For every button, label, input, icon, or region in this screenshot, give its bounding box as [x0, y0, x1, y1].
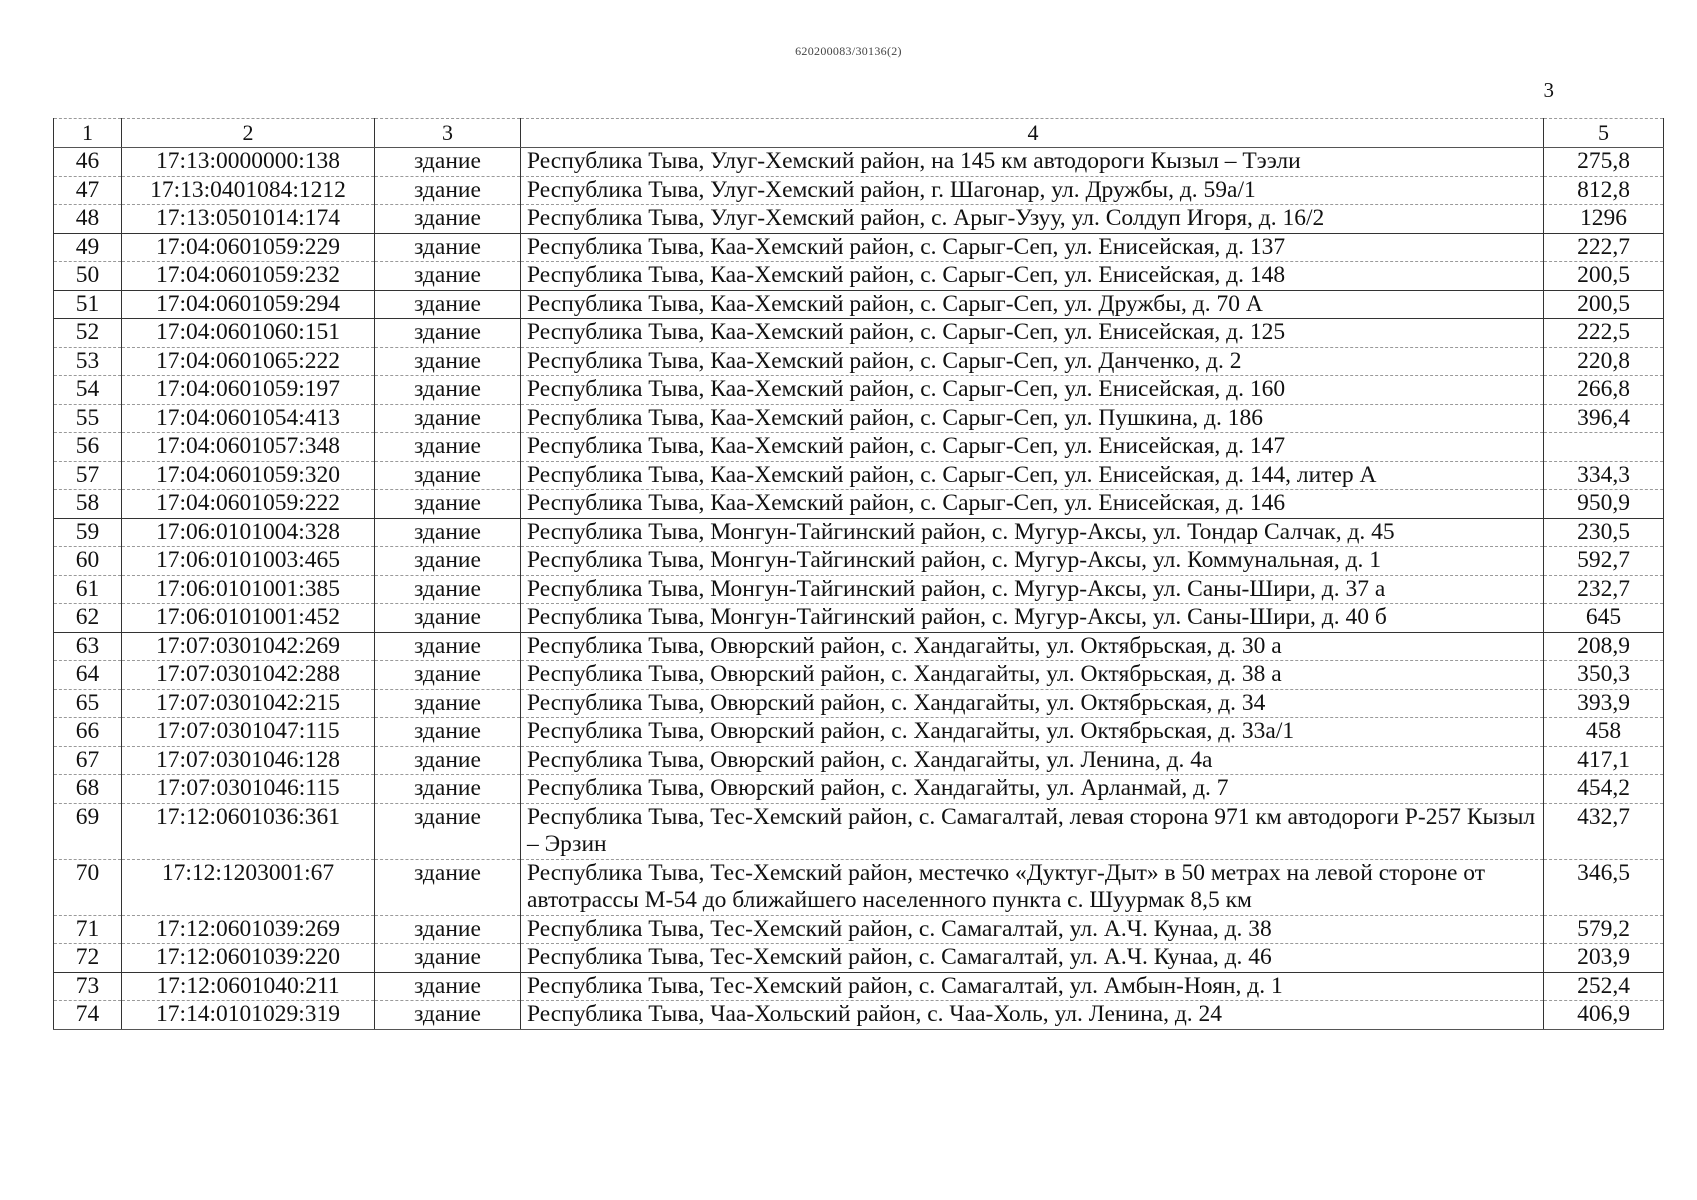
table-row [54, 661, 1664, 690]
object-type: здание [375, 461, 521, 490]
object-type: здание [375, 661, 521, 690]
cadastral-number: 17:07:0301042:269 [122, 632, 375, 661]
address: Республика Тыва, Каа-Хемский район, с. Сарыг-Сеп, ул. Енисейская, д. 148 [521, 262, 1544, 291]
object-type: здание [375, 404, 521, 433]
area-value: 266,8 [1544, 376, 1664, 405]
row-number: 50 [54, 262, 122, 291]
column-header: 1 [54, 119, 122, 148]
row-number: 70 [54, 859, 122, 915]
address: Республика Тыва, Каа-Хемский район, с. Сарыг-Сеп, ул. Енисейская, д. 147 [521, 433, 1544, 462]
row-number: 46 [54, 148, 122, 177]
object-type: здание [375, 205, 521, 234]
address: Республика Тыва, Каа-Хемский район, с. Сарыг-Сеп, ул. Пушкина, д. 186 [521, 404, 1544, 433]
area-value: 950,9 [1544, 490, 1664, 519]
row-number: 64 [54, 661, 122, 690]
row-number: 51 [54, 290, 122, 319]
area-value: 406,9 [1544, 1001, 1664, 1030]
address: Республика Тыва, Овюрский район, с. Хандагайты, ул. Арланмай, д. 7 [521, 775, 1544, 804]
address: Республика Тыва, Овюрский район, с. Хандагайты, ул. Ленина, д. 4а [521, 746, 1544, 775]
cadastral-number: 17:07:0301042:288 [122, 661, 375, 690]
row-number: 57 [54, 461, 122, 490]
table-row [54, 461, 1664, 490]
cadastral-number: 17:04:0601060:151 [122, 319, 375, 348]
row-number: 61 [54, 575, 122, 604]
table-row [54, 404, 1664, 433]
table-row [54, 944, 1664, 973]
table-row [54, 233, 1664, 262]
address: Республика Тыва, Каа-Хемский район, с. Сарыг-Сеп, ул. Енисейская, д. 160 [521, 376, 1544, 405]
table-row [54, 718, 1664, 747]
row-number: 55 [54, 404, 122, 433]
area-value: 200,5 [1544, 290, 1664, 319]
table-body [54, 148, 1664, 1030]
row-number: 62 [54, 604, 122, 633]
area-value: 432,7 [1544, 803, 1664, 859]
row-number: 72 [54, 944, 122, 973]
object-type: здание [375, 148, 521, 177]
row-number: 67 [54, 746, 122, 775]
area-value: 346,5 [1544, 859, 1664, 915]
row-number: 56 [54, 433, 122, 462]
area-value: 232,7 [1544, 575, 1664, 604]
area-value: 458 [1544, 718, 1664, 747]
address: Республика Тыва, Овюрский район, с. Хандагайты, ул. Октябрьская, д. 33а/1 [521, 718, 1544, 747]
object-type: здание [375, 262, 521, 291]
cadastral-number: 17:13:0501014:174 [122, 205, 375, 234]
table-row [54, 859, 1664, 915]
table-row [54, 915, 1664, 944]
address: Республика Тыва, Чаа-Хольский район, с. Чаа-Холь, ул. Ленина, д. 24 [521, 1001, 1544, 1030]
table-row [54, 518, 1664, 547]
row-number: 65 [54, 689, 122, 718]
area-value: 350,3 [1544, 661, 1664, 690]
buildings-table [53, 118, 1664, 1030]
area-value: 579,2 [1544, 915, 1664, 944]
area-value: 220,8 [1544, 347, 1664, 376]
object-type: здание [375, 632, 521, 661]
row-number: 48 [54, 205, 122, 234]
cadastral-number: 17:04:0601059:229 [122, 233, 375, 262]
address: Республика Тыва, Тес-Хемский район, с. Самагалтай, ул. А.Ч. Кунаа, д. 46 [521, 944, 1544, 973]
cadastral-number: 17:04:0601057:348 [122, 433, 375, 462]
cadastral-number: 17:04:0601059:197 [122, 376, 375, 405]
table-row [54, 490, 1664, 519]
area-value: 230,5 [1544, 518, 1664, 547]
area-value: 393,9 [1544, 689, 1664, 718]
cadastral-number: 17:12:0601039:220 [122, 944, 375, 973]
area-value: 592,7 [1544, 547, 1664, 576]
table-row [54, 547, 1664, 576]
row-number: 66 [54, 718, 122, 747]
cadastral-number: 17:06:0101001:385 [122, 575, 375, 604]
row-number: 74 [54, 1001, 122, 1030]
cadastral-number: 17:12:0601040:211 [122, 972, 375, 1001]
object-type: здание [375, 575, 521, 604]
area-value: 454,2 [1544, 775, 1664, 804]
address: Республика Тыва, Каа-Хемский район, с. Сарыг-Сеп, ул. Енисейская, д. 125 [521, 319, 1544, 348]
area-value: 222,5 [1544, 319, 1664, 348]
address: Республика Тыва, Тес-Хемский район, с. Самагалтай, ул. Амбын-Ноян, д. 1 [521, 972, 1544, 1001]
area-value: 334,3 [1544, 461, 1664, 490]
table-row [54, 319, 1664, 348]
object-type: здание [375, 547, 521, 576]
object-type: здание [375, 972, 521, 1001]
table-row [54, 775, 1664, 804]
address: Республика Тыва, Монгун-Тайгинский район, с. Мугур-Аксы, ул. Коммунальная, д. 1 [521, 547, 1544, 576]
page-number: 3 [1543, 78, 1554, 102]
area-value: 275,8 [1544, 148, 1664, 177]
cadastral-number: 17:04:0601059:294 [122, 290, 375, 319]
table-row [54, 262, 1664, 291]
object-type: здание [375, 1001, 521, 1030]
address: Республика Тыва, Улуг-Хемский район, на 145 км автодороги Кызыл – Тээли [521, 148, 1544, 177]
cadastral-number: 17:13:0000000:138 [122, 148, 375, 177]
object-type: здание [375, 290, 521, 319]
area-value: 200,5 [1544, 262, 1664, 291]
area-value: 208,9 [1544, 632, 1664, 661]
area-value: 252,4 [1544, 972, 1664, 1001]
object-type: здание [375, 490, 521, 519]
row-number: 58 [54, 490, 122, 519]
object-type: здание [375, 718, 521, 747]
table-row [54, 376, 1664, 405]
column-header: 5 [1544, 119, 1664, 148]
address: Республика Тыва, Тес-Хемский район, с. Самагалтай, ул. А.Ч. Кунаа, д. 38 [521, 915, 1544, 944]
column-header: 2 [122, 119, 375, 148]
row-number: 52 [54, 319, 122, 348]
row-number: 63 [54, 632, 122, 661]
address: Республика Тыва, Улуг-Хемский район, с. Арыг-Узуу, ул. Солдуп Игоря, д. 16/2 [521, 205, 1544, 234]
row-number: 60 [54, 547, 122, 576]
object-type: здание [375, 433, 521, 462]
cadastral-number: 17:06:0101003:465 [122, 547, 375, 576]
row-number: 54 [54, 376, 122, 405]
address: Республика Тыва, Овюрский район, с. Хандагайты, ул. Октябрьская, д. 38 а [521, 661, 1544, 690]
row-number: 68 [54, 775, 122, 804]
address: Республика Тыва, Овюрский район, с. Хандагайты, ул. Октябрьская, д. 34 [521, 689, 1544, 718]
address: Республика Тыва, Каа-Хемский район, с. Сарыг-Сеп, ул. Данченко, д. 2 [521, 347, 1544, 376]
object-type: здание [375, 347, 521, 376]
table-row [54, 1001, 1664, 1030]
address: Республика Тыва, Монгун-Тайгинский район, с. Мугур-Аксы, ул. Саны-Шири, д. 40 б [521, 604, 1544, 633]
object-type: здание [375, 176, 521, 205]
object-type: здание [375, 233, 521, 262]
cadastral-number: 17:04:0601059:222 [122, 490, 375, 519]
table-row [54, 604, 1664, 633]
area-value: 396,4 [1544, 404, 1664, 433]
cadastral-number: 17:13:0401084:1212 [122, 176, 375, 205]
table-row [54, 433, 1664, 462]
row-number: 53 [54, 347, 122, 376]
area-value: 645 [1544, 604, 1664, 633]
area-value: 812,8 [1544, 176, 1664, 205]
table-row [54, 347, 1664, 376]
table-row [54, 632, 1664, 661]
address: Республика Тыва, Каа-Хемский район, с. Сарыг-Сеп, ул. Енисейская, д. 146 [521, 490, 1544, 519]
cadastral-number: 17:04:0601054:413 [122, 404, 375, 433]
table-row [54, 148, 1664, 177]
object-type: здание [375, 604, 521, 633]
row-number: 59 [54, 518, 122, 547]
row-number: 69 [54, 803, 122, 859]
table-row [54, 803, 1664, 859]
table-row [54, 176, 1664, 205]
object-type: здание [375, 859, 521, 915]
table-row [54, 575, 1664, 604]
object-type: здание [375, 689, 521, 718]
row-number: 73 [54, 972, 122, 1001]
cadastral-number: 17:07:0301046:115 [122, 775, 375, 804]
cadastral-number: 17:12:0601039:269 [122, 915, 375, 944]
area-value [1544, 433, 1664, 462]
cadastral-number: 17:06:0101001:452 [122, 604, 375, 633]
column-header: 3 [375, 119, 521, 148]
cadastral-number: 17:14:0101029:319 [122, 1001, 375, 1030]
address: Республика Тыва, Каа-Хемский район, с. Сарыг-Сеп, ул. Дружбы, д. 70 А [521, 290, 1544, 319]
address: Республика Тыва, Каа-Хемский район, с. Сарыг-Сеп, ул. Енисейская, д. 137 [521, 233, 1544, 262]
object-type: здание [375, 746, 521, 775]
cadastral-number: 17:12:0601036:361 [122, 803, 375, 859]
table-row [54, 972, 1664, 1001]
cadastral-number: 17:07:0301042:215 [122, 689, 375, 718]
object-type: здание [375, 915, 521, 944]
cadastral-number: 17:04:0601065:222 [122, 347, 375, 376]
object-type: здание [375, 376, 521, 405]
table-header-row [54, 119, 1664, 148]
row-number: 47 [54, 176, 122, 205]
cadastral-number: 17:07:0301047:115 [122, 718, 375, 747]
table-row [54, 290, 1664, 319]
address: Республика Тыва, Тес-Хемский район, с. Самагалтай, левая сторона 971 км автодороги Р-257 Кызыл – Эрзин [521, 803, 1544, 859]
address: Республика Тыва, Овюрский район, с. Хандагайты, ул. Октябрьская, д. 30 а [521, 632, 1544, 661]
cadastral-number: 17:06:0101004:328 [122, 518, 375, 547]
area-value: 1296 [1544, 205, 1664, 234]
address: Республика Тыва, Монгун-Тайгинский район, с. Мугур-Аксы, ул. Тондар Салчак, д. 45 [521, 518, 1544, 547]
object-type: здание [375, 319, 521, 348]
address: Республика Тыва, Тес-Хемский район, местечко «Дуктуг-Дыт» в 50 метрах на левой стороне от автотрассы М-54 до ближайшего населенного пункта с. Шуурмак 8,5 км [521, 859, 1544, 915]
cadastral-number: 17:04:0601059:320 [122, 461, 375, 490]
address: Республика Тыва, Монгун-Тайгинский район, с. Мугур-Аксы, ул. Саны-Шири, д. 37 а [521, 575, 1544, 604]
cadastral-number: 17:04:0601059:232 [122, 262, 375, 291]
address: Республика Тыва, Улуг-Хемский район, г. Шагонар, ул. Дружбы, д. 59а/1 [521, 176, 1544, 205]
table-row [54, 689, 1664, 718]
area-value: 417,1 [1544, 746, 1664, 775]
cadastral-number: 17:12:1203001:67 [122, 859, 375, 915]
row-number: 49 [54, 233, 122, 262]
document-code: 620200083/30136(2) [795, 44, 902, 58]
address: Республика Тыва, Каа-Хемский район, с. Сарыг-Сеп, ул. Енисейская, д. 144, литер А [521, 461, 1544, 490]
area-value: 222,7 [1544, 233, 1664, 262]
row-number: 71 [54, 915, 122, 944]
object-type: здание [375, 775, 521, 804]
cadastral-number: 17:07:0301046:128 [122, 746, 375, 775]
table-row [54, 205, 1664, 234]
table-row [54, 746, 1664, 775]
column-header: 4 [521, 119, 1544, 148]
object-type: здание [375, 518, 521, 547]
object-type: здание [375, 803, 521, 859]
object-type: здание [375, 944, 521, 973]
area-value: 203,9 [1544, 944, 1664, 973]
